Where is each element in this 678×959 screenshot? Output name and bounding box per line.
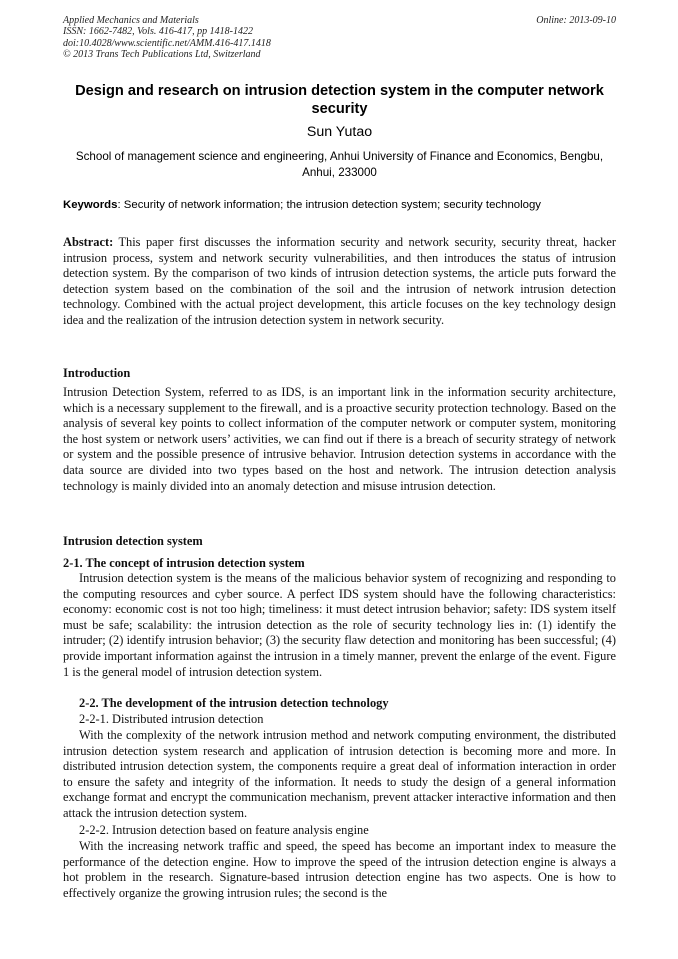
section-2-2-heading: 2-2. The development of the intrusion detection technology <box>79 696 389 710</box>
keywords-label: Keywords <box>63 199 118 211</box>
doi-line: doi:10.4028/www.scientific.net/AMM.416-417.1418 <box>63 37 271 49</box>
section-2-1-text: Intrusion detection system is the means of the malicious behavior system of recognizing and responding to the computing resources and cyber source. A perfect IDS system should have the following characteristics: economy: economic cost is not too high; timeliness: it must detect intrusion behavior; safety: IDS system itself must be safe; scalability: the intrusion detection as the role of security technology lies in: (1) identify the intruder; (2) identify intrusion behavior; (3) the security flaw detection and monitoring has been successful; (4) provide important information against the intrusion in a timely manner, prevent the enlarge of the event. Figure 1 is the general model of intrusion detection system. <box>63 571 616 679</box>
abstract-label: Abstract: <box>63 235 114 249</box>
paper-title: Design and research on intrusion detection system in the computer network security <box>75 83 604 117</box>
online-date: Online: 2013-09-10 <box>536 15 616 26</box>
introduction-text: Intrusion Detection System, referred to as IDS, is an important link in the information security architecture, which is a necessary supplement to the firewall, and is a proactive security protection technology. Based on the analysis of several key points to collect information of the computer network or computer system, monitoring the host system or network users’ activities, we can find out if there is a breach of security strategy of network or system and the possible presence of intrusive behavior. Intrusion detection systems in accordance with the data source are divided into two types based on the host and network. The intrusion detection analysis technology is mainly divided into an anomaly detection and misuse intrusion detection. <box>63 385 616 493</box>
issn-line: ISSN: 1662-7482, Vols. 416-417, pp 1418-1422 <box>63 26 253 38</box>
section-2-2-2-text: With the increasing network traffic and speed, the speed has become an important index to measure the performance of the detection engine. How to improve the speed of the intrusion detection engine is always a hot problem in the research. Signature-based intrusion detection engine has two aspects. One is how to effectively organize the growing intrusion rules; the second is the <box>63 839 616 900</box>
section-2-2-2-heading: 2-2-2. Intrusion detection based on feature analysis engine <box>79 823 369 837</box>
abstract-text: This paper first discusses the information security and network security, security threat, hacker intrusion process, system and network security vulnerabilities, and then introduces the status of intrusion detection system. By the comparison of two kinds of intrusion detection systems, the article puts forward the detection system based on the combination of the soil and the intrusion of network intrusion detection technology. Combined with the actual project development, this article focuses on the key technology design idea and the realization of the intrusion detection system in network security. <box>63 235 616 327</box>
journal-header <box>63 15 616 61</box>
journal-name: Applied Mechanics and Materials <box>63 15 199 26</box>
author-name: Sun Yutao <box>306 124 373 140</box>
keywords <box>63 199 616 211</box>
introduction-heading: Introduction <box>63 366 131 380</box>
section-2-1-heading: 2-1. The concept of intrusion detection system <box>63 556 305 570</box>
abstract <box>63 235 616 329</box>
section-2-2-1-heading: 2-2-1. Distributed intrusion detection <box>79 712 264 726</box>
keywords-text: : Security of network information; the intrusion detection system; security technology <box>117 199 542 211</box>
section-2-2-1-text: With the complexity of the network intrusion method and network computing environment, the distributed intrusion detection system research and application of intrusion detection is becoming more and more. In distributed intrusion detection system, the components require a great deal of information interaction in order to ensure the safety and integrity of the information. It needs to study the design of a general information exchange format and encrypt the communication mechanism, prevent attacker interactive information and then attack the intrusion detection system. <box>63 728 616 820</box>
affiliation: School of management science and engineering, Anhui University of Finance and Economics, Bengbu, Anhui, 233000 <box>75 150 604 179</box>
copyright-line: © 2013 Trans Tech Publications Ltd, Switzerland <box>63 49 261 61</box>
ids-section-heading: Intrusion detection system <box>63 534 203 548</box>
